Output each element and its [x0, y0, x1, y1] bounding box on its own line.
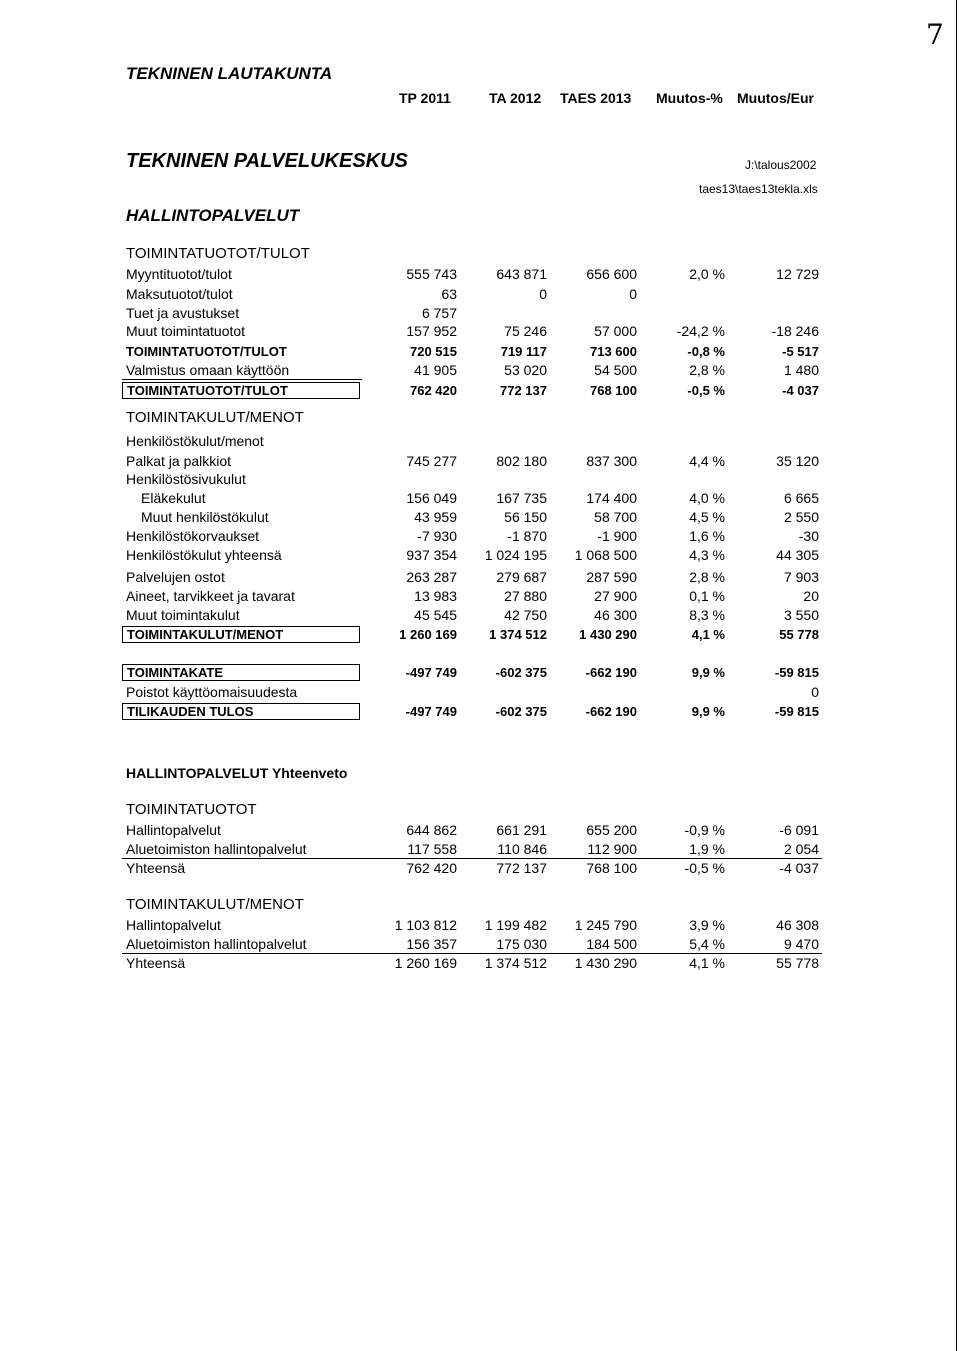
value-ta2012: 1 374 512	[489, 627, 547, 642]
value-taes2013: 112 900	[587, 841, 637, 857]
value-taes2013: 837 300	[586, 453, 637, 469]
expense-row	[0, 509, 960, 527]
row-label: Aluetoimiston hallintopalvelut	[126, 841, 307, 857]
value-change-pct: -24,2 %	[676, 323, 725, 339]
value-change-pct: 9,9 %	[691, 704, 725, 719]
value-tp2011: 156 357	[406, 936, 457, 952]
value-tp2011: 6 757	[421, 305, 457, 321]
value-taes2013: 27 900	[594, 588, 637, 604]
value-ta2012: 0	[539, 286, 547, 302]
row-label: Aluetoimiston hallintopalvelut	[126, 936, 307, 952]
value-change-pct: 2,0 %	[689, 266, 725, 282]
row-label: Myyntituotot/tulot	[126, 266, 232, 282]
row-label: Eläkekulut	[141, 490, 206, 506]
value-tp2011: -7 930	[417, 528, 457, 544]
value-ta2012: -1 870	[507, 528, 547, 544]
value-change-eur: -59 815	[774, 704, 819, 719]
period-result-row	[0, 704, 960, 722]
column-header-ta2012: TA 2012	[489, 90, 542, 106]
row-label: Muut toimintatuotot	[126, 323, 246, 339]
row-label: Palvelujen ostot	[126, 569, 225, 585]
value-change-eur: -59 815	[774, 665, 819, 680]
income-heading: TOIMINTATUOTOT/TULOT	[126, 245, 310, 262]
value-change-eur: 9 470	[783, 936, 819, 952]
value-taes2013: 713 600	[590, 344, 637, 359]
value-change-eur: 20	[803, 588, 819, 604]
value-change-pct: -0,8 %	[687, 344, 725, 359]
value-taes2013: 768 100	[590, 383, 637, 398]
summary-title: HALLINTOPALVELUT Yhteenveto	[126, 765, 348, 781]
income-total-row	[0, 383, 960, 401]
value-taes2013: -662 190	[585, 704, 637, 719]
row-label: TOIMINTAKATE	[122, 664, 360, 681]
value-ta2012: 661 291	[496, 822, 547, 838]
value-taes2013: -1 900	[597, 528, 637, 544]
value-change-pct: 4,0 %	[689, 490, 725, 506]
value-change-eur: 3 550	[783, 607, 819, 623]
summary-expense-row	[0, 936, 960, 954]
row-label: TOIMINTATUOTOT/TULOT	[122, 382, 360, 399]
value-tp2011: 745 277	[406, 453, 457, 469]
value-taes2013: 174 400	[586, 490, 637, 506]
value-change-pct: 9,9 %	[691, 665, 725, 680]
value-change-eur: -4 037	[782, 383, 819, 398]
personnel-heading-row	[0, 433, 960, 451]
value-taes2013: 1 430 290	[574, 955, 637, 971]
value-taes2013: 655 200	[586, 822, 637, 838]
value-tp2011: 13 983	[414, 588, 457, 604]
value-ta2012: 167 735	[496, 490, 547, 506]
value-ta2012: -602 375	[495, 665, 547, 680]
value-change-pct: 1,6 %	[689, 528, 725, 544]
summary-income-divider	[122, 858, 822, 859]
value-change-pct: 0,1 %	[689, 588, 725, 604]
value-ta2012: 772 137	[500, 383, 547, 398]
value-ta2012: 1 024 195	[484, 547, 547, 563]
value-change-pct: 4,4 %	[689, 453, 725, 469]
row-label: TOIMINTATUOTOT/TULOT	[126, 344, 287, 359]
value-taes2013: 57 000	[594, 323, 637, 339]
value-ta2012: 719 117	[500, 344, 547, 359]
value-tp2011: 555 743	[406, 266, 457, 282]
value-change-eur: 1 480	[783, 362, 819, 378]
value-change-pct: 4,1 %	[691, 627, 725, 642]
value-change-eur: 55 778	[779, 627, 819, 642]
summary-expense-divider	[122, 953, 822, 954]
column-header-tp2011: TP 2011	[399, 90, 451, 106]
value-change-pct: 4,3 %	[689, 547, 725, 563]
value-change-eur: 44 305	[776, 547, 819, 563]
value-tp2011: 45 545	[414, 607, 457, 623]
row-label: Muut toimintakulut	[126, 607, 240, 623]
value-taes2013: 656 600	[586, 266, 637, 282]
value-change-eur: 55 778	[776, 955, 819, 971]
value-ta2012: 53 020	[504, 362, 547, 378]
column-header-muutos-eur: Muutos/Eur	[737, 90, 814, 106]
value-tp2011: 937 354	[406, 547, 457, 563]
income-row	[0, 362, 960, 380]
summary-income-row	[0, 841, 960, 859]
value-ta2012: 42 750	[504, 607, 547, 623]
value-tp2011: 762 420	[410, 383, 457, 398]
income-subtotal-row	[0, 344, 960, 362]
value-ta2012: 1 199 482	[484, 917, 547, 933]
row-label: Henkilöstökulut yhteensä	[126, 547, 282, 563]
value-ta2012: 110 846	[497, 841, 547, 857]
value-ta2012: 802 180	[496, 453, 547, 469]
file-path-1: J:\talous2002	[745, 158, 817, 172]
value-tp2011: 117 558	[407, 841, 457, 857]
value-change-pct: -0,9 %	[684, 822, 725, 838]
center-title: TEKNINEN PALVELUKESKUS	[126, 150, 408, 172]
row-label: Palkat ja palkkiot	[126, 453, 232, 469]
value-tp2011: 644 862	[406, 822, 457, 838]
value-change-eur: -5 517	[782, 344, 819, 359]
file-path-2: taes13\taes13tekla.xls	[699, 182, 818, 196]
column-header-taes2013: TAES 2013	[560, 90, 632, 106]
value-change-pct: 8,3 %	[689, 607, 725, 623]
row-label: Yhteensä	[126, 860, 186, 876]
value-taes2013: 46 300	[594, 607, 637, 623]
divider-line	[122, 379, 362, 380]
value-change-eur: 35 120	[776, 453, 819, 469]
side-costs-heading-row	[0, 471, 960, 489]
value-change-eur: 0	[811, 684, 819, 700]
summary-income-total-row	[0, 860, 960, 878]
expense-row	[0, 490, 960, 508]
value-change-eur: 12 729	[776, 266, 819, 282]
value-ta2012: -602 375	[495, 704, 547, 719]
value-tp2011: 63	[441, 286, 457, 302]
expense-row	[0, 569, 960, 587]
value-change-pct: 1,9 %	[689, 841, 725, 857]
value-taes2013: 1 068 500	[574, 547, 637, 563]
committee-title: TEKNINEN LAUTAKUNTA	[126, 64, 333, 83]
expense-row	[0, 607, 960, 625]
row-label: Henkilöstösivukulut	[126, 471, 246, 487]
value-change-eur: -6 091	[779, 822, 819, 838]
value-tp2011: 1 260 169	[394, 955, 457, 971]
value-change-eur: -18 246	[771, 323, 819, 339]
value-change-eur: -4 037	[779, 860, 819, 876]
value-ta2012: 56 150	[504, 509, 547, 525]
expense-row	[0, 528, 960, 546]
value-taes2013: 768 100	[586, 860, 637, 876]
income-row	[0, 286, 960, 304]
value-taes2013: 1 245 790	[574, 917, 637, 933]
value-change-eur: 6 665	[783, 490, 819, 506]
row-label: Tuet ja avustukset	[126, 305, 240, 321]
expense-total-row	[0, 627, 960, 645]
value-change-pct: 2,8 %	[689, 362, 725, 378]
value-taes2013: 0	[629, 286, 637, 302]
summary-income-heading: TOIMINTATUOTOT	[126, 801, 257, 818]
value-change-pct: -0,5 %	[687, 383, 725, 398]
row-label: Aineet, tarvikkeet ja tavarat	[126, 588, 295, 604]
summary-expense-total-row	[0, 955, 960, 973]
value-change-eur: 2 550	[783, 509, 819, 525]
value-taes2013: 184 500	[586, 936, 637, 952]
row-label: Henkilöstökulut/menot	[126, 433, 264, 449]
value-tp2011: 720 515	[410, 344, 457, 359]
value-change-eur: 46 308	[776, 917, 819, 933]
depreciation-row	[0, 684, 960, 702]
expense-heading: TOIMINTAKULUT/MENOT	[126, 409, 304, 426]
value-ta2012: 772 137	[496, 860, 547, 876]
value-ta2012: 27 880	[504, 588, 547, 604]
summary-income-row	[0, 822, 960, 840]
page-number: 7	[926, 18, 944, 51]
value-change-pct: 4,5 %	[689, 509, 725, 525]
value-tp2011: 156 049	[406, 490, 457, 506]
row-label: TILIKAUDEN TULOS	[122, 703, 360, 720]
value-tp2011: 1 260 169	[399, 627, 457, 642]
value-taes2013: 58 700	[594, 509, 637, 525]
value-tp2011: 263 287	[406, 569, 457, 585]
value-taes2013: 1 430 290	[579, 627, 637, 642]
row-label: Henkilöstökorvaukset	[126, 528, 260, 544]
value-tp2011: 43 959	[414, 509, 457, 525]
income-row	[0, 305, 960, 323]
value-ta2012: 1 374 512	[484, 955, 547, 971]
row-label: Hallintopalvelut	[126, 822, 221, 838]
value-change-pct: -0,5 %	[684, 860, 725, 876]
value-tp2011: 762 420	[406, 860, 457, 876]
value-change-eur: -30	[798, 528, 819, 544]
expense-row	[0, 547, 960, 565]
value-ta2012: 175 030	[496, 936, 547, 952]
value-change-eur: 2 054	[783, 841, 819, 857]
value-taes2013: -662 190	[585, 665, 637, 680]
value-taes2013: 54 500	[594, 362, 637, 378]
value-tp2011: -497 749	[405, 665, 457, 680]
value-change-eur: 7 903	[783, 569, 819, 585]
summary-expense-heading: TOIMINTAKULUT/MENOT	[126, 896, 304, 913]
row-label: Valmistus omaan käyttöön	[126, 362, 290, 378]
row-label: Poistot käyttöomaisuudesta	[126, 684, 298, 700]
summary-expense-row	[0, 917, 960, 935]
value-tp2011: 157 952	[406, 323, 457, 339]
row-label: Yhteensä	[126, 955, 186, 971]
income-row	[0, 323, 960, 341]
row-label: Hallintopalvelut	[126, 917, 221, 933]
value-change-pct: 4,1 %	[689, 955, 725, 971]
margin-row	[0, 665, 960, 683]
column-header-muutos-pct: Muutos-%	[656, 90, 723, 106]
value-change-pct: 2,8 %	[689, 569, 725, 585]
expense-row	[0, 453, 960, 471]
row-label: Muut henkilöstökulut	[141, 509, 269, 525]
value-change-pct: 5,4 %	[689, 936, 725, 952]
value-tp2011: 1 103 812	[394, 917, 457, 933]
value-ta2012: 643 871	[496, 266, 547, 282]
row-label: TOIMINTAKULUT/MENOT	[122, 626, 360, 643]
value-change-pct: 3,9 %	[689, 917, 725, 933]
value-ta2012: 75 246	[504, 323, 547, 339]
expense-row	[0, 588, 960, 606]
unit-title: HALLINTOPALVELUT	[126, 206, 300, 225]
value-tp2011: -497 749	[405, 704, 457, 719]
value-ta2012: 279 687	[496, 569, 547, 585]
value-taes2013: 287 590	[586, 569, 637, 585]
income-row	[0, 266, 960, 284]
row-label: Maksutuotot/tulot	[126, 286, 233, 302]
value-tp2011: 41 905	[414, 362, 457, 378]
